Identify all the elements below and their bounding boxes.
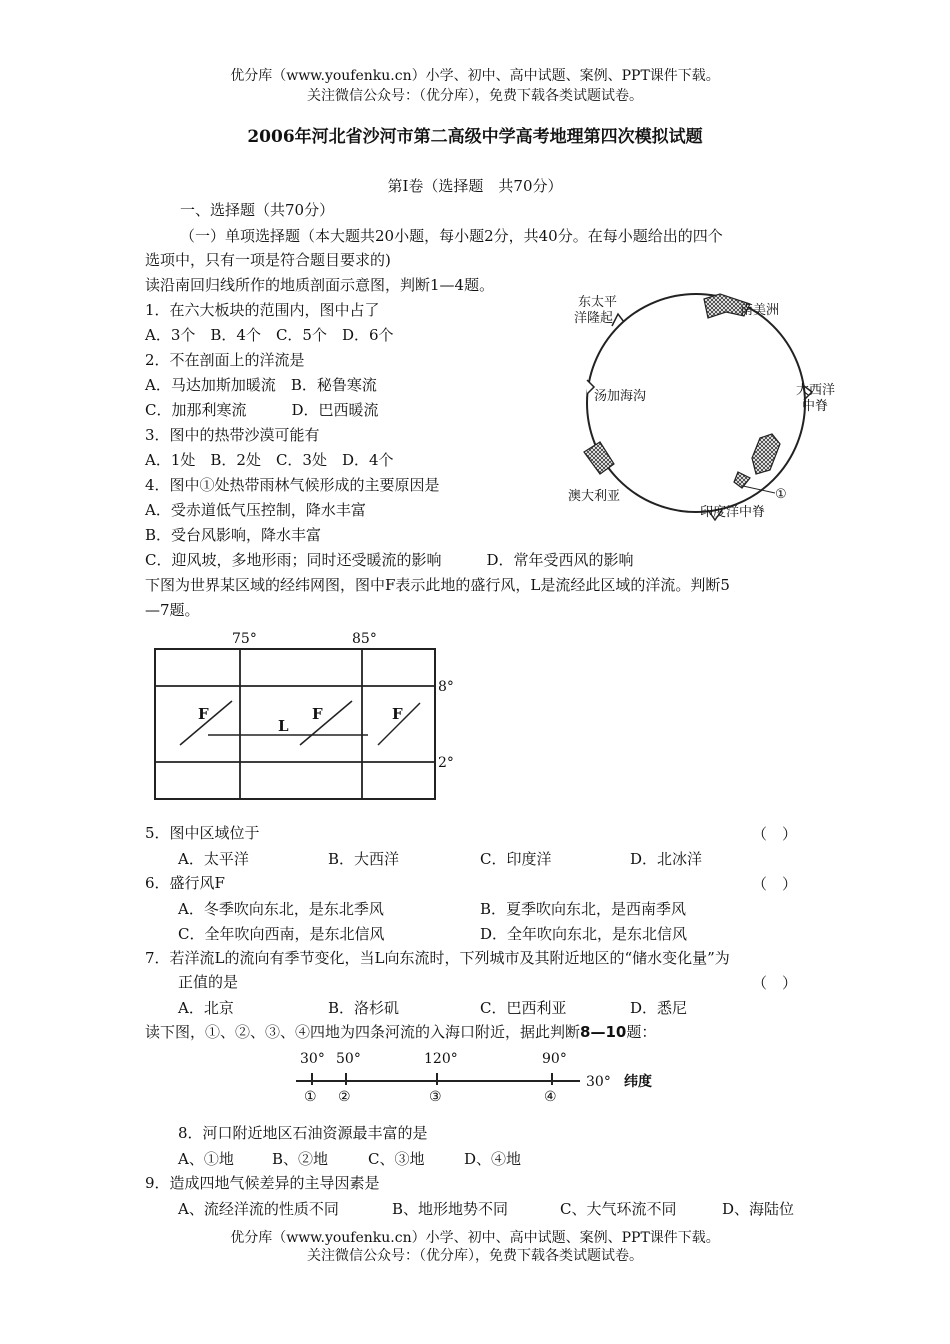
lat-lon-grid-diagram [140, 625, 470, 810]
madagascar-block [734, 472, 750, 488]
label-lat-2: 2° [438, 755, 454, 771]
question-3: 3．图中的热带沙漠可能有 [145, 426, 320, 444]
label-pacific-rise-b: 洋隆起 [574, 311, 614, 326]
label-indian-ridge: 印度洋中脊 [700, 505, 766, 520]
question-5-answer-blank: （ ） [752, 825, 798, 843]
question-6-option-c: C．全年吹向西南，是东北信风 [178, 925, 385, 943]
question-4: 4．图中①处热带雨林气候形成的主要原因是 [145, 476, 440, 494]
marker-3: ③ [429, 1089, 442, 1105]
tonga-trench-notch [587, 380, 594, 394]
part1-instruction-b: 选项中，只有一项是符合题目要求的) [145, 251, 391, 269]
label-wind-3: F [392, 705, 403, 723]
label-wind-1: F [198, 705, 209, 723]
question-7-option-a: A．北京 [178, 999, 234, 1017]
header-line-2: 关注微信公众号：（优分库），免费下载各类试题试卷。 [307, 88, 643, 104]
label-30: 30° [300, 1051, 325, 1067]
question-8: 8．河口附近地区石油资源最丰富的是 [178, 1124, 428, 1142]
label-atlantic-ridge-a: 大西洋 [796, 383, 836, 398]
wind-arrow-2 [300, 701, 352, 745]
question-6-option-d: D．全年吹向东北，是东北信风 [480, 925, 688, 943]
intro-8-10 [145, 1022, 656, 1042]
question-8-option-a: A、①地 [178, 1150, 234, 1168]
question-6: 6．盛行风F [145, 874, 225, 892]
intro-8-10-text: 读下图，①、②、③、④四地为四条河流的入海口附近，据此判断 [145, 1023, 581, 1041]
marker-4: ④ [544, 1089, 557, 1105]
question-4-option-b: B．受台风影响，降水丰富 [145, 526, 322, 544]
part1-instruction-a: （一）单项选择题（本大题共20小题，每小题2分，共40分。在每小题给出的四个 [180, 227, 723, 245]
intro-5-7-b: —7题。 [145, 601, 200, 619]
africa-block [752, 434, 780, 474]
question-7-option-d: D．悉尼 [630, 999, 688, 1017]
label-90: 90° [542, 1051, 567, 1067]
latitude-30-line-diagram [290, 1045, 670, 1105]
label-120: 120° [424, 1051, 458, 1067]
question-2-options-a: A．马达加斯加暖流 B．秘鲁寒流 [145, 376, 377, 394]
question-9-option-d: D、海陆位 [722, 1200, 795, 1218]
question-9-option-c: C、大气环流不同 [560, 1200, 677, 1218]
label-50: 50° [336, 1051, 361, 1067]
question-3-options: A．1处 B．2处 C．3处 D．4个 [145, 451, 394, 469]
question-7-option-b: B．洛杉矶 [328, 999, 400, 1017]
intro-1-4: 读沿南回归线所作的地质剖面示意图，判断1—4题。 [145, 276, 495, 294]
question-6-answer-blank: （ ） [752, 875, 798, 893]
question-7-option-c: C．巴西利亚 [480, 999, 567, 1017]
question-9: 9．造成四地气候差异的主导因素是 [145, 1174, 380, 1192]
section-title: 第Ⅰ卷（选择题 共70分） [387, 177, 563, 195]
label-wind-2: F [312, 705, 323, 723]
marker-2: ② [338, 1089, 351, 1105]
question-9-option-a: A、流经洋流的性质不同 [178, 1200, 339, 1218]
label-lon-85: 85° [352, 631, 377, 647]
question-4-option-a: A．受赤道低气压控制，降水丰富 [145, 501, 366, 519]
question-5-option-a: A．太平洋 [178, 850, 249, 868]
label-lat-8: 8° [438, 679, 454, 695]
footer-line-2: 关注微信公众号：（优分库），免费下载各类试题试卷。 [307, 1248, 643, 1264]
label-australia: 澳大利亚 [568, 489, 621, 504]
label-current: L [278, 717, 289, 735]
question-2: 2．不在剖面上的洋流是 [145, 351, 305, 369]
part1-heading: 一、选择题（共70分） [180, 201, 335, 219]
question-2-options-b: C．加那利寒流 D．巴西暖流 [145, 401, 379, 419]
question-6-option-b: B．夏季吹向东北，是西南季风 [480, 900, 687, 918]
question-5-option-d: D．北冰洋 [630, 850, 703, 868]
question-7-b: 正值的是 [178, 973, 239, 991]
question-5-option-b: B．大西洋 [328, 850, 400, 868]
question-1: 1．在六大板块的范围内，图中占了 [145, 301, 380, 319]
label-pacific-rise-a: 东太平 [578, 295, 618, 310]
label-atlantic-ridge-b: 中脊 [802, 399, 829, 414]
footer-line-1: 优分库（www.youfenku.cn）小学、初中、高中试题、案例、PPT课件下载。 [230, 1230, 720, 1246]
grid-outer-frame [155, 649, 435, 799]
question-7-answer-blank: （ ） [752, 974, 798, 992]
header-line-1: 优分库（www.youfenku.cn）小学、初中、高中试题、案例、PPT课件下载。 [230, 68, 720, 84]
question-4-options-cd: C．迎风坡，多地形雨；同时还受暖流的影响 D．常年受西风的影响 [145, 551, 634, 569]
intro-5-7-a: 下图为世界某区域的经纬网图，图中F表示此地的盛行风，L是流经此区域的洋流。判断5 [145, 576, 730, 594]
question-8-option-d: D、④地 [464, 1150, 522, 1168]
label-latitude-word: 纬度 [624, 1074, 652, 1090]
label-tonga-trench: 汤加海沟 [594, 389, 647, 404]
intro-8-10-range: 8—10 [580, 1023, 627, 1041]
question-9-option-b: B、地形地势不同 [392, 1200, 509, 1218]
question-8-option-c: C、③地 [368, 1150, 425, 1168]
label-lon-75: 75° [232, 631, 257, 647]
intro-8-10-end: 题： [626, 1023, 657, 1041]
question-1-options: A．3个 B．4个 C．5个 D．6个 [145, 326, 394, 344]
label-marker-1: ① [775, 487, 787, 502]
label-lat-30: 30° [586, 1074, 611, 1090]
label-south-america: 南美洲 [740, 303, 780, 318]
question-5: 5．图中区域位于 [145, 824, 260, 842]
question-7-a: 7．若洋流L的流向有季节变化，当L向东流时，下列城市及其附近地区的“储水变化量”为 [145, 949, 730, 967]
pacific-rise-bump [612, 314, 624, 326]
page-title: 2006年河北省沙河市第二高级中学高考地理第四次模拟试题 [247, 127, 703, 147]
question-8-option-b: B、②地 [272, 1150, 329, 1168]
question-5-option-c: C．印度洋 [480, 850, 552, 868]
tropic-cross-section-diagram [560, 288, 845, 528]
question-6-option-a: A．冬季吹向东北，是东北季风 [178, 900, 384, 918]
marker-1: ① [304, 1089, 317, 1105]
